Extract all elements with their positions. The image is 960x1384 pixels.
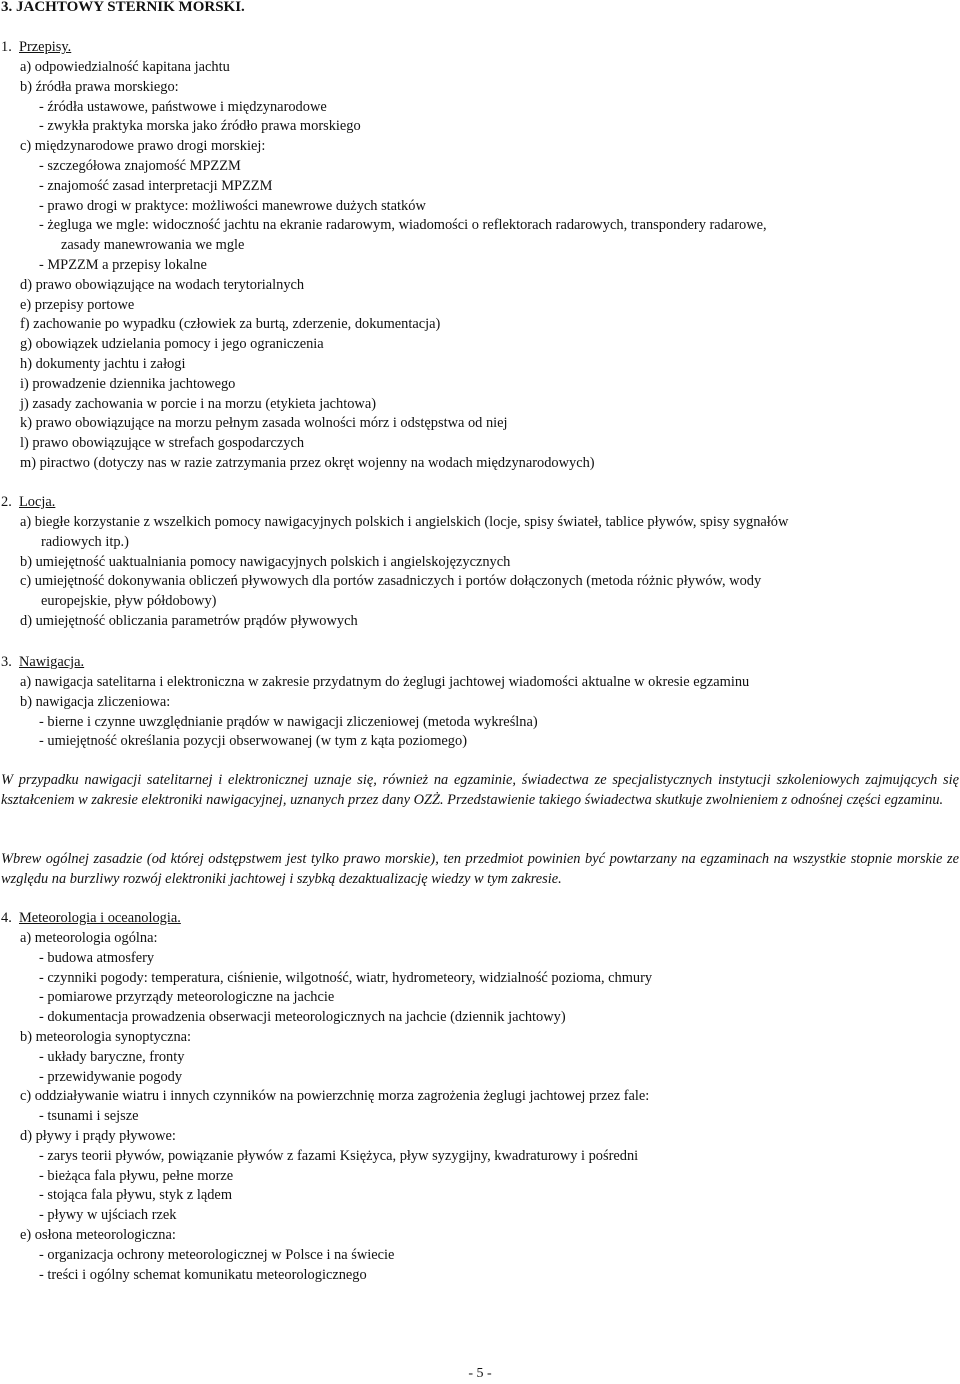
- list-item: - dokumentacja prowadzenia obserwacji meteorologicznych na jachcie (dziennik jachtowy): [39, 1009, 566, 1026]
- list-item: - treści i ogólny schemat komunikatu meteorologicznego: [39, 1266, 367, 1283]
- list-item: - bierne i czynne uwzględnianie prądów w nawigacji zliczeniowej (metoda wykreślna): [39, 713, 538, 730]
- note-repeat-subject: Wbrew ogólnej zasadzie (od której odstępstwem jest tylko prawo morskie), ten przedmiot powinien być powtarzany na egzaminach na wszystkie stopnie morskie ze względu na burzliwy rozwój elektroniki jachtowej i szybką dezaktualizację wiedzy w tym zakresie.: [1, 851, 959, 887]
- list-item: b) nawigacja zliczeniowa:: [20, 693, 171, 710]
- section-number: 4.: [1, 910, 12, 926]
- list-item: radiowych itp.): [41, 533, 129, 550]
- list-item: e) osłona meteorologiczna:: [20, 1226, 176, 1243]
- list-item: - pływy w ujściach rzek: [39, 1207, 177, 1224]
- section-list-locja: [1, 513, 788, 632]
- list-item: - źródła ustawowe, państwowe i międzynarodowe: [39, 98, 327, 115]
- list-item: d) prawo obowiązujące na wodach terytorialnych: [20, 276, 305, 293]
- list-item: - szczegółowa znajomość MPZZM: [39, 157, 241, 174]
- list-item: - układy baryczne, fronty: [39, 1048, 185, 1065]
- list-item: - MPZZM a przepisy lokalne: [39, 256, 207, 273]
- list-item: f) zachowanie po wypadku (człowiek za burtą, zderzenie, dokumentacja): [20, 316, 441, 333]
- list-item: - umiejętność określania pozycji obserwowanej (w tym z kąta poziomego): [39, 733, 467, 750]
- list-item: c) oddziaływanie wiatru i innych czynników na powierzchnię morza zagrożenia żeglugi jachtowej przez fale:: [20, 1088, 650, 1105]
- list-item: d) umiejętność obliczania parametrów prądów pływowych: [20, 612, 358, 629]
- list-item: - bieżąca fala pływu, pełne morze: [39, 1167, 234, 1184]
- list-item: - prawo drogi w praktyce: możliwości manewrowe dużych statków: [39, 197, 426, 214]
- list-item: a) nawigacja satelitarna i elektroniczna w zakresie przydatnym do żeglugi jachtowej wiadomości aktualne w okresie egzaminu: [20, 674, 750, 690]
- note-satellite-navigation: W przypadku nawigacji satelitarnej i elektronicznej uznaje się, również na egzaminie, świadectwa ze specjalistycznych instytucji szkoleniowych zajmujących się kształceniem w zakresie elektroniki nawigacyjnej, uznanych przez dany OZŻ. Przedstawienie takiego świadectwa skutkuje zwolnieniem z odnośnej części egzaminu.: [1, 772, 959, 808]
- list-item: - znajomość zasad interpretacji MPZZM: [39, 177, 273, 194]
- list-item: b) źródła prawa morskiego:: [20, 78, 179, 95]
- list-item: - czynniki pogody: temperatura, ciśnienie, wilgotność, wiatr, hydrometeory, widzialność pozioma, chmury: [39, 969, 653, 986]
- list-item: - tsunami i sejsze: [39, 1108, 139, 1125]
- section-title: Locja.: [19, 494, 56, 510]
- list-item: l) prawo obowiązujące w strefach gospodarczych: [20, 435, 305, 452]
- list-item: - żegluga we mgle: widoczność jachtu na ekranie radarowym, wiadomości o reflektorach radarowych, transpondery radarowe,: [39, 217, 767, 234]
- list-item: c) międzynarodowe prawo drogi morskiej:: [20, 138, 266, 155]
- list-item: - budowa atmosfery: [39, 949, 155, 966]
- section-title: Nawigacja.: [19, 654, 85, 670]
- section-list-meteorologia: [1, 929, 652, 1285]
- list-item: b) umiejętność uaktualniania pomocy nawigacyjnych polskich i angielskojęzycznych: [20, 553, 511, 570]
- list-item: - organizacja ochrony meteorologicznej w Polsce i na świecie: [39, 1246, 395, 1263]
- section-title: Meteorologia i oceanologia.: [19, 910, 181, 926]
- list-item: c) umiejętność dokonywania obliczeń pływowych dla portów zasadniczych i portów dołączonych (metoda różnic pływów, wody: [20, 573, 762, 590]
- section-heading-przepisy: [1, 38, 71, 58]
- list-item: h) dokumenty jachtu i załogi: [20, 355, 186, 372]
- list-item: a) meteorologia ogólna:: [20, 930, 158, 946]
- list-item: k) prawo obowiązujące na morzu pełnym zasada wolności mórz i odstępstwa od niej: [20, 415, 508, 432]
- list-item: j) zasady zachowania w porcie i na morzu (etykieta jachtowa): [20, 395, 376, 412]
- list-item: a) odpowiedzialność kapitana jachtu: [20, 59, 230, 75]
- section-number: 1.: [1, 39, 12, 55]
- list-item: - przewidywanie pogody: [39, 1068, 183, 1085]
- list-item: zasady manewrowania we mgle: [61, 237, 245, 254]
- section-number: 2.: [1, 494, 12, 510]
- page-number: - 5 -: [468, 1366, 492, 1381]
- section-heading-meteorologia: [1, 909, 181, 929]
- section-list-nawigacja: [1, 673, 749, 752]
- list-item: - zwykła praktyka morska jako źródło prawa morskiego: [39, 118, 361, 135]
- section-number: 3.: [1, 654, 12, 670]
- list-item: - stojąca fala pływu, styk z lądem: [39, 1187, 233, 1204]
- list-item: b) meteorologia synoptyczna:: [20, 1028, 192, 1045]
- list-item: e) przepisy portowe: [20, 296, 135, 313]
- section-heading-nawigacja: [1, 653, 84, 673]
- chapter-title: 3. JACHTOWY STERNIK MORSKI.: [1, 0, 245, 15]
- list-item: i) prowadzenie dziennika jachtowego: [20, 375, 236, 392]
- list-item: - zarys teorii pływów, powiązanie pływów z fazami Księżyca, pływ syzygijny, kwadraturowy i pośredni: [39, 1147, 639, 1164]
- section-list-przepisy: [1, 58, 767, 474]
- list-item: g) obowiązek udzielania pomocy i jego ograniczenia: [20, 336, 324, 353]
- section-title: Przepisy.: [19, 39, 72, 55]
- list-item: m) piractwo (dotyczy nas w razie zatrzymania przez okręt wojenny na wodach międzynarodowych): [20, 454, 595, 471]
- list-item: d) pływy i prądy pływowe:: [20, 1127, 176, 1144]
- list-item: a) biegłe korzystanie z wszelkich pomocy nawigacyjnych polskich i angielskich (locje, spisy świateł, tablice pływów, spisy sygnałów: [20, 514, 789, 530]
- list-item: - pomiarowe przyrządy meteorologiczne na jachcie: [39, 989, 335, 1006]
- section-heading-locja: [1, 493, 55, 513]
- list-item: europejskie, pływ półdobowy): [41, 593, 217, 610]
